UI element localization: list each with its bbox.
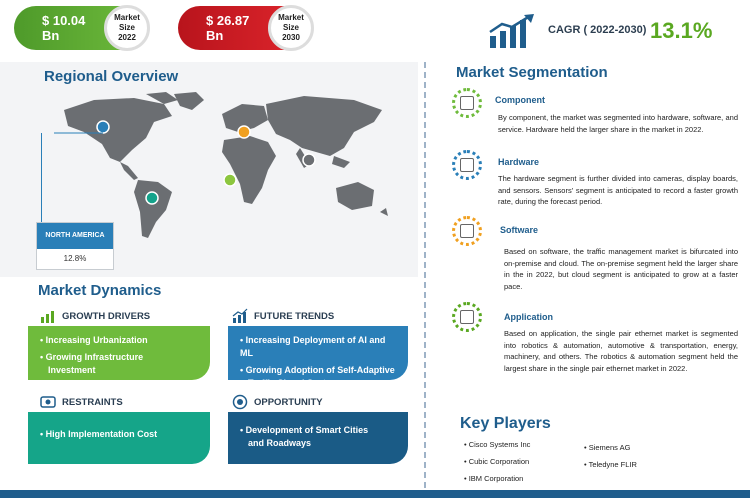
growth-chart-icon: [488, 14, 538, 50]
callout-share: 12.8%: [63, 254, 87, 263]
growth-icon: [40, 308, 56, 324]
north-america-callout: [36, 222, 114, 270]
future-trends-card: [228, 326, 408, 388]
list-item: • Growing Adoption of Self-Adaptive: [240, 364, 398, 377]
list-item: Investment: [48, 365, 96, 375]
opportunity-title: OPPORTUNITY: [254, 396, 323, 408]
growth-drivers-title: GROWTH DRIVERS: [62, 310, 151, 322]
segment-application-text: Based on application, the single pair ethernet market is segmented into robotics & automation, automotive & transportation, energy, machinery, and others. The robotics & automation segment held the largest share in the single pair ethernet market in 2022.: [504, 329, 738, 373]
key-player-item: • Cubic Corporation: [464, 457, 529, 466]
growth-drivers-card: [28, 326, 210, 380]
market-size-2022-value: $ 10.04 Bn: [42, 13, 86, 43]
segment-hardware-title: Hardware: [498, 157, 540, 167]
segment-component-title: Component: [495, 95, 545, 105]
list-item: Traffic Signal Systems: [248, 378, 345, 388]
segmentation-title: Market Segmentation: [456, 64, 608, 81]
list-item: • Development of Smart Cities: [240, 424, 398, 437]
software-icon: [452, 216, 482, 246]
column-divider: [424, 62, 426, 498]
key-player-item: • Cisco Systems Inc: [464, 440, 530, 449]
callout-region: NORTH AMERICA: [37, 223, 113, 249]
badge-label: Market Size: [278, 13, 304, 32]
market-size-2030-badge: [268, 5, 314, 51]
list-item: • Increasing Deployment of AI and ML: [240, 334, 398, 360]
market-size-2030-pill: [178, 6, 312, 50]
cagr-label: CAGR ( 2022-2030): [548, 24, 647, 36]
dynamics-title: Market Dynamics: [38, 282, 162, 299]
key-player-item: • Siemens AG: [584, 443, 630, 452]
list-item: • Growing Infrastructure: [40, 351, 200, 364]
opportunity-card: [228, 412, 408, 464]
future-trends-title: FUTURE TRENDS: [254, 310, 335, 322]
market-size-2022-pill: [14, 6, 148, 50]
application-icon: [452, 302, 482, 332]
cagr-value: 13.1%: [650, 18, 713, 43]
footer-bar: [0, 490, 750, 498]
restraints-title: RESTRAINTS: [62, 396, 123, 408]
market-size-2022-badge: [104, 5, 150, 51]
restraints-card: [28, 412, 210, 464]
callout-line: [41, 133, 42, 223]
world-map: [54, 92, 394, 242]
hardware-icon: [452, 150, 482, 180]
segment-application-title: Application: [504, 312, 553, 322]
restraint-icon: [40, 394, 56, 410]
list-item: and Roadways: [248, 438, 312, 448]
trend-icon: [232, 308, 248, 324]
segment-software-text: Based on software, the traffic management market is bifurcated into on-premise and cloud. The on-premise segment held the larger share in the in 2022, but cloud segment is anticipated to grow at a faster pace.: [504, 247, 738, 291]
growth-drivers-header: [40, 308, 150, 324]
key-players-title: Key Players: [460, 415, 551, 432]
segment-software-title: Software: [500, 225, 539, 235]
component-icon: [452, 88, 482, 118]
key-player-item: • Teledyne FLIR: [584, 460, 637, 469]
opportunity-header: [232, 394, 323, 410]
segment-component-text: By component, the market was segmented into hardware, software, and service. Hardware held the larger share in the market in 2022.: [498, 113, 738, 134]
segment-hardware-text: The hardware segment is further divided into cameras, display boards, and sensors. Sensors' segment is anticipated to record a faster growth rate, during the forecast period.: [498, 174, 738, 207]
badge-label: Market Size: [114, 13, 140, 32]
badge-year: 2022: [118, 33, 136, 42]
target-icon: [232, 394, 248, 410]
list-item: • Increasing Urbanization: [40, 334, 200, 347]
key-player-item: • IBM Corporation: [464, 474, 523, 483]
regional-title: Regional Overview: [44, 68, 179, 85]
future-trends-header: [232, 308, 334, 324]
market-size-2030-value: $ 26.87 Bn: [206, 13, 250, 43]
badge-year: 2030: [282, 33, 300, 42]
list-item: • High Implementation Cost: [40, 428, 200, 441]
restraints-header: [40, 394, 123, 410]
